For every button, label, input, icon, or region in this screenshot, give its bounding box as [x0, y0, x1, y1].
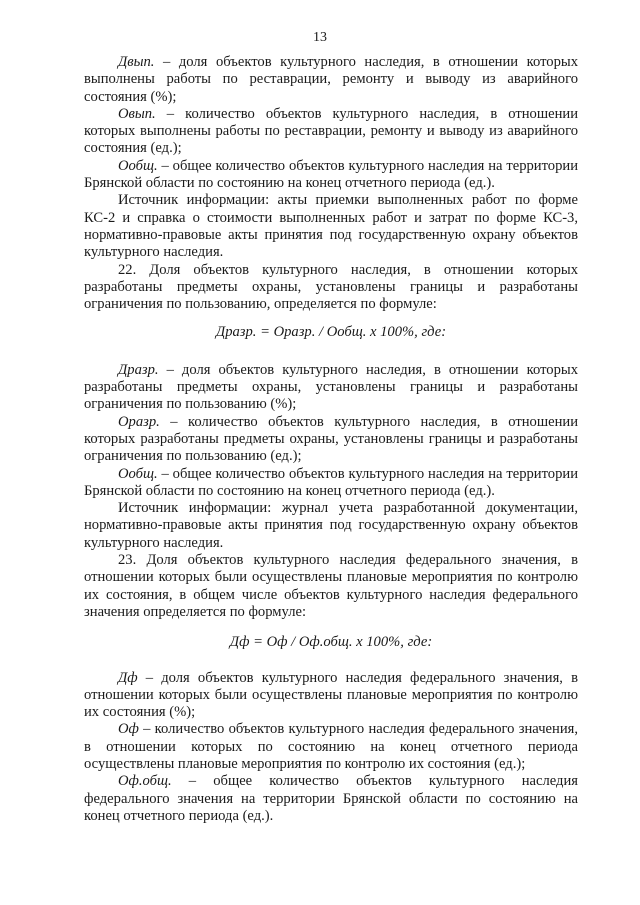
formula-term: Оф.общ. [118, 773, 172, 790]
source-paragraph: Источник информации: акты приемки выполненных работ по форме КС-2 и справка о стоимости выполненных работ и затрат по форме КС-3, нормативно-правовые акты принятия под государственную охрану объектов культурного наследия. [84, 192, 578, 261]
definition-text: – доля объектов культурного наследия, в отношении которых выполнены работы по реставрации, ремонту и выводу из аварийного состояния (%); [84, 54, 578, 105]
definition-text: – общее количество объектов культурного наследия на территории Брянской области по состоянию на конец отчетного периода (ед.). [84, 157, 578, 192]
page-number: 13 [313, 30, 327, 45]
definition-text: – общее количество объектов культурного наследия на территории Брянской области по состоянию на конец отчетного периода (ед.). [84, 465, 578, 499]
definition-paragraph [84, 721, 578, 773]
definition-paragraph [84, 362, 578, 414]
formula-term: Дф [118, 669, 138, 686]
definition-paragraph [84, 670, 578, 722]
definition-paragraph [84, 773, 578, 825]
document-body [84, 54, 578, 825]
section-paragraph: 23. Доля объектов культурного наследия федерального значения, в отношении которых были осуществлены плановые мероприятия по контролю их состояния, в общем числе объектов культурного наследия федерального значения определяется по формуле: [84, 552, 578, 620]
section-paragraph: 22. Доля объектов культурного наследия, в отношении которых разработаны предметы охраны, установлены границы и разработаны ограничения по пользованию, определяется по формуле: [84, 261, 578, 313]
definition-paragraph [84, 106, 578, 158]
definition-text: – количество объектов культурного наследия федерального значения, в отношении которых по состоянию на конец отчетного периода осуществлены плановые мероприятия по контролю их состояния (ед.); [84, 721, 578, 772]
definition-text: – количество объектов культурного наследия, в отношении которых разработаны предметы охраны, установлены границы и разработаны ограничения по пользованию (ед.); [84, 413, 578, 465]
formula-term: Ообщ. [118, 157, 158, 174]
source-paragraph: Источник информации: журнал учета разработанной документации, нормативно-правовые акты принятия под государственную охрану объектов культурного наследия. [84, 500, 578, 551]
formula: Дразр. = Оразр. / Ообщ. х 100%, где: [215, 324, 447, 341]
formula: Дф = Оф / Оф.общ. х 100%, где: [229, 634, 433, 651]
formula-term: Дразр. [118, 361, 159, 378]
definition-paragraph [84, 466, 578, 501]
formula-term: Оф [118, 721, 139, 738]
definition-text: – доля объектов культурного наследия федерального значения, в отношении которых были осуществлены плановые мероприятия по контролю их состояния (%); [84, 669, 578, 721]
formula-term: Ообщ. [118, 465, 158, 482]
formula-term: Двып. [118, 54, 155, 70]
definition-text: – количество объектов культурного наследия, в отношении которых выполнены работы по реставрации, ремонту и выводу из аварийного состояния (ед.); [84, 105, 578, 157]
definition-text: – общее количество объектов культурного наследия федерального значения на территории Брянской области по состоянию на конец отчетного периода (ед.). [84, 773, 578, 824]
definition-paragraph [84, 158, 578, 193]
definition-paragraph [84, 54, 578, 106]
formula-term: Оразр. [118, 413, 160, 430]
definition-paragraph [84, 414, 578, 466]
definition-text: – доля объектов культурного наследия, в отношении которых разработаны предметы охраны, установлены границы и разработаны ограничения по пользованию (%); [84, 361, 578, 413]
formula-term: Овып. [118, 105, 156, 122]
